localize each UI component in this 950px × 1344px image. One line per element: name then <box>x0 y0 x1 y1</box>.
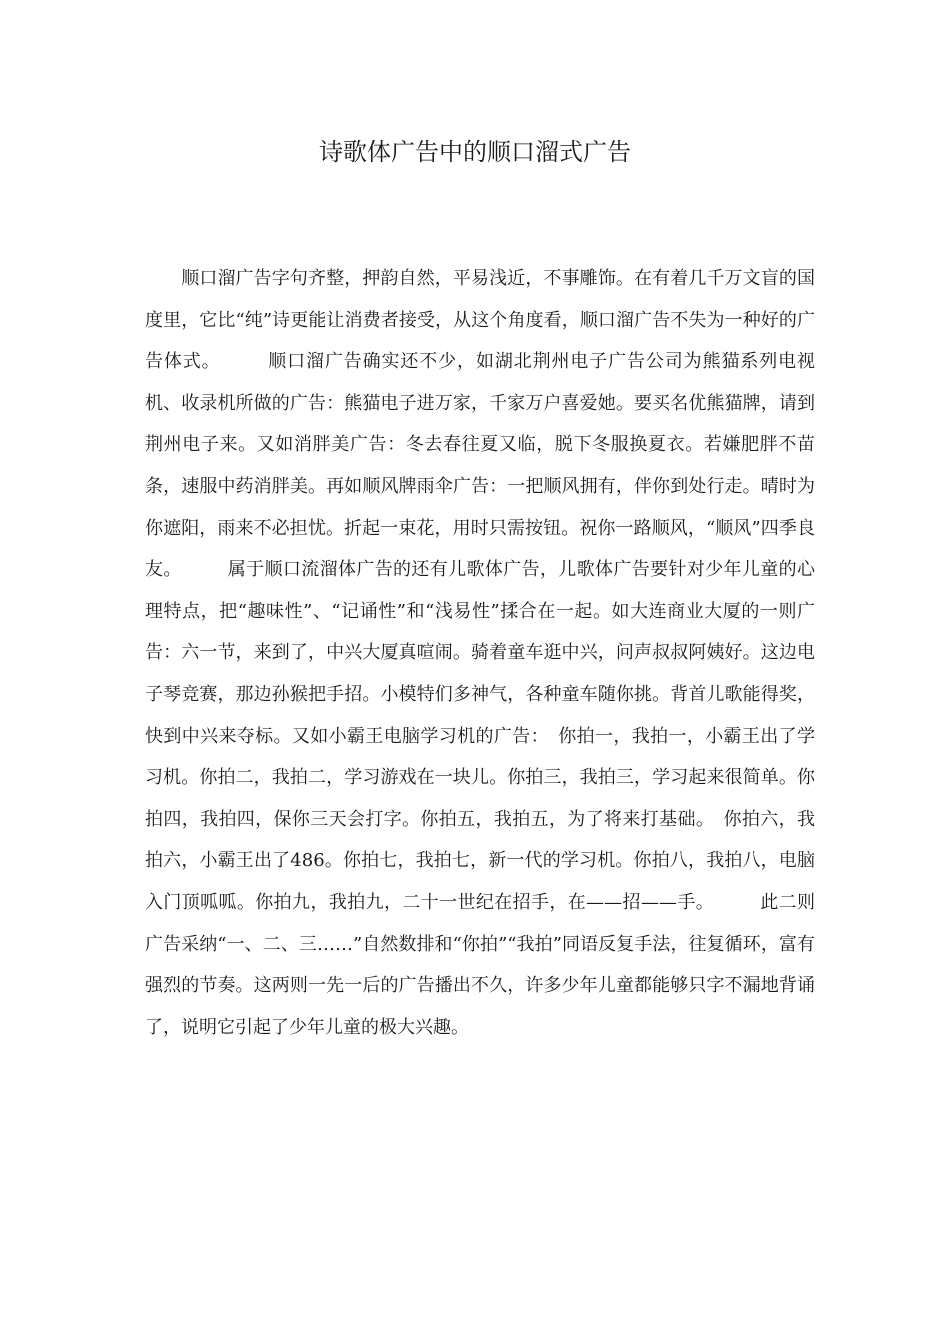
document-body <box>145 258 815 1048</box>
document-title: 诗歌体广告中的顺口溜式广告 <box>319 138 631 166</box>
body-paragraph: 顺口溜广告字句齐整，押韵自然，平易浅近，不事雕饰。在有着几千万文盲的国度里，它比“纯”诗更能让消费者接受，从这个角度看，顺口溜广告不失为一种好的广告体式。 顺口溜广告确实还不少，如湖北荆州电子广告公司为熊猫系列电视机、收录机所做的广告：熊猫电子进万家，千家万户喜爱她。要买名优熊猫牌，请到荆州电子来。又如消胖美广告：冬去春往夏又临，脱下冬服换夏衣。若嫌肥胖不苗条，速服中药消胖美。再如顺风牌雨伞广告：一把顺风拥有，伴你到处行走。晴时为你遮阳，雨来不必担忧。折起一束花，用时只需按钮。祝你一路顺风，“顺风”四季良友。 属于顺口流溜体广告的还有儿歌体广告，儿歌体广告要针对少年儿童的心理特点，把“趣味性”、“记诵性”和“浅易性”揉合在一起。如大连商业大厦的一则广告：六一节，来到了，中兴大厦真喧闹。骑着童车逛中兴，问声叔叔阿姨好。这边电子琴竞赛，那边孙猴把手招。小模特们多神气，各种童车随你挑。背首儿歌能得奖，快到中兴来夺标。又如小霸王电脑学习机的广告： 你拍一，我拍一，小霸王出了学习机。你拍二，我拍二，学习游戏在一块儿。你拍三，我拍三，学习起来很简单。你拍四，我拍四，保你三天会打字。你拍五，我拍五，为了将来打基础。 你拍六，我拍六，小霸王出了486。你拍七，我拍七，新一代的学习机。你拍八，我拍八，电脑入门顶呱呱。你拍九，我拍九，二十一世纪在招手，在——招——手。 此二则广告采纳“一、二、三……”自然数排和“你拍”“我拍”同语反复手法，往复循环，富有强烈的节奏。这两则一先一后的广告播出不久，许多少年儿童都能够只字不漏地背诵了，说明它引起了少年儿童的极大兴趣。 <box>145 268 815 1038</box>
